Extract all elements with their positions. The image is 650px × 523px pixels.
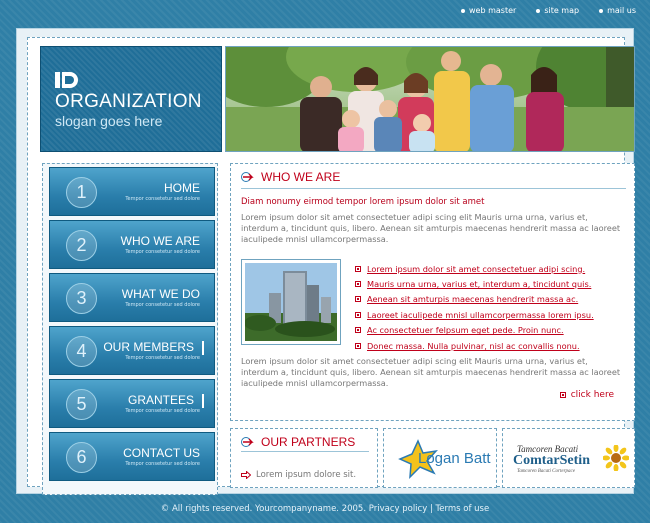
- menu-number-badge: 6: [66, 442, 97, 473]
- menu-item-subtitle: Tempor consetetur sed dolore: [125, 249, 200, 255]
- menu-item-our-members[interactable]: [49, 326, 215, 375]
- list-item: [355, 261, 594, 276]
- logo-sub-text: Tamcoren Bacati Corterpace: [517, 469, 575, 474]
- menu-number-badge: 2: [66, 230, 97, 261]
- link[interactable]: Ac consectetuer felpsum eget pede. Proin nunc.: [367, 325, 564, 336]
- menu-cursor-bar: [202, 341, 204, 355]
- footer: [0, 504, 650, 514]
- who-we-are-section: [230, 163, 635, 421]
- menu-item-what-we-do[interactable]: [49, 273, 215, 322]
- menu-item-subtitle: Tempor consetetur sed dolore: [125, 355, 200, 361]
- hero-family-photo: [225, 46, 635, 152]
- menu-number-badge: 5: [66, 389, 97, 420]
- menu-number-badge: 3: [66, 283, 97, 314]
- menu-item-label: HOME: [164, 181, 200, 195]
- second-paragraph: Lorem ipsum dolor sit amet consectetuer adipi scing elit Mauris urna urna, varius et, interdum a, tincidunt quis, libero. Aenean sit amturpis maecenas hendrerit massa ac laoreet iaculipede mnisl ullamcorpermassa.: [241, 356, 621, 388]
- copyright-text: © All rights reserved. Yourcompanyname. 2005.: [160, 504, 367, 514]
- intro-paragraph: Lorem ipsum dolor sit amet consectetuer adipi scing elit Mauris urna urna, varius et, interdum a, tincidunt quis, libero. Aenean sit amturpis maecenas hendrerit massa ac laoreet iaculipede mnisl ullamcorpermassa.: [241, 212, 621, 244]
- list-item: [355, 323, 594, 338]
- partners-text: Lorem ipsum dolore sit.: [256, 470, 357, 480]
- menu-item-label: WHO WE ARE: [120, 234, 200, 248]
- bullet-icon: [599, 9, 603, 13]
- privacy-policy-link[interactable]: Privacy policy: [368, 504, 428, 514]
- menu-item-home[interactable]: [49, 167, 215, 216]
- list-item: [355, 338, 594, 353]
- top-nav-label: mail us: [607, 6, 636, 15]
- page-inner: [27, 37, 625, 487]
- menu-item-label: CONTACT US: [123, 446, 200, 460]
- section-header: [241, 435, 355, 449]
- logo-box: [40, 46, 222, 152]
- org-slogan: slogan goes here: [55, 113, 163, 129]
- logo-top-text: Tamcoren Bacati: [517, 444, 579, 454]
- bullet-icon: [355, 312, 361, 318]
- building-photo: [241, 259, 341, 345]
- section-header: [241, 170, 340, 184]
- menu-item-subtitle: Tempor consetetur sed dolore: [125, 461, 200, 467]
- logo-text: Logan Batt: [418, 450, 491, 467]
- menu-number-badge: 1: [66, 177, 97, 208]
- list-item: [355, 292, 594, 307]
- link-list: [355, 261, 594, 353]
- link[interactable]: Lorem ipsum dolor sit amet consectetuer adipi scing.: [367, 263, 586, 274]
- menu-item-contact-us[interactable]: [49, 432, 215, 481]
- partners-link[interactable]: [241, 470, 356, 480]
- bullet-icon: [355, 327, 361, 333]
- click-here-link[interactable]: [560, 390, 614, 400]
- footer-separator: |: [429, 504, 433, 514]
- menu-item-grantees[interactable]: [49, 379, 215, 428]
- partner-logo-comtarsetin[interactable]: [502, 428, 635, 488]
- link[interactable]: Mauris urna urna, varius et, interdum a, tincidunt quis.: [367, 279, 592, 290]
- menu-item-subtitle: Tempor consetetur sed dolore: [125, 302, 200, 308]
- bullet-icon: [355, 343, 361, 349]
- logo-main-text: ComtarSetin: [513, 453, 590, 468]
- organization-logo-icon: [55, 70, 79, 90]
- section-subheading: Diam nonumy eirmod tempor lorem ipsum dolor sit amet: [241, 197, 485, 207]
- menu-item-subtitle: Tempor consetetur sed dolore: [125, 196, 200, 202]
- sunflower-icon: [603, 445, 629, 471]
- top-nav: [461, 6, 636, 15]
- section-title: OUR PARTNERS: [261, 435, 356, 449]
- bullet-icon: [461, 9, 465, 13]
- arrow-outline-icon: [241, 471, 251, 479]
- top-nav-label: site map: [544, 6, 580, 15]
- terms-of-use-link[interactable]: Terms of use: [435, 504, 490, 514]
- bullet-icon: [536, 9, 540, 13]
- menu-number-badge: 4: [66, 336, 97, 367]
- bullet-icon: [560, 392, 566, 398]
- menu-item-label: WHAT WE DO: [121, 287, 200, 301]
- divider: [241, 451, 369, 452]
- partners-section: [230, 428, 378, 488]
- list-item: [355, 307, 594, 322]
- link[interactable]: Aenean sit amturpis maecenas hendrerit massa ac.: [367, 294, 579, 305]
- click-here-label: click here: [570, 390, 614, 400]
- page-frame: [16, 28, 634, 494]
- arrow-right-icon: [241, 172, 255, 182]
- list-item: [355, 276, 594, 291]
- top-nav-mailus[interactable]: [599, 6, 636, 15]
- top-nav-sitemap[interactable]: [536, 6, 579, 15]
- menu-item-who-we-are[interactable]: [49, 220, 215, 269]
- link[interactable]: Donec massa. Nulla pulvinar, nisl ac convallis nonu.: [367, 340, 580, 351]
- bullet-icon: [355, 281, 361, 287]
- partner-logo-logan-batt[interactable]: [383, 428, 497, 488]
- divider: [241, 188, 626, 189]
- bullet-icon: [355, 266, 361, 272]
- main-menu: [42, 163, 218, 495]
- menu-item-label: OUR MEMBERS: [103, 340, 194, 354]
- link[interactable]: Laoreet iaculipede mnisl ullamcorpermassa lorem ipsu.: [367, 309, 594, 320]
- bullet-icon: [355, 296, 361, 302]
- menu-item-subtitle: Tempor consetetur sed dolore: [125, 408, 200, 414]
- org-title: ORGANIZATION: [55, 91, 202, 112]
- section-title: WHO WE ARE: [261, 170, 341, 184]
- menu-item-label: GRANTEES: [127, 393, 194, 407]
- top-nav-label: web master: [469, 6, 517, 15]
- arrow-right-icon: [241, 437, 255, 447]
- top-nav-webmaster[interactable]: [461, 6, 516, 15]
- menu-cursor-bar: [202, 394, 204, 408]
